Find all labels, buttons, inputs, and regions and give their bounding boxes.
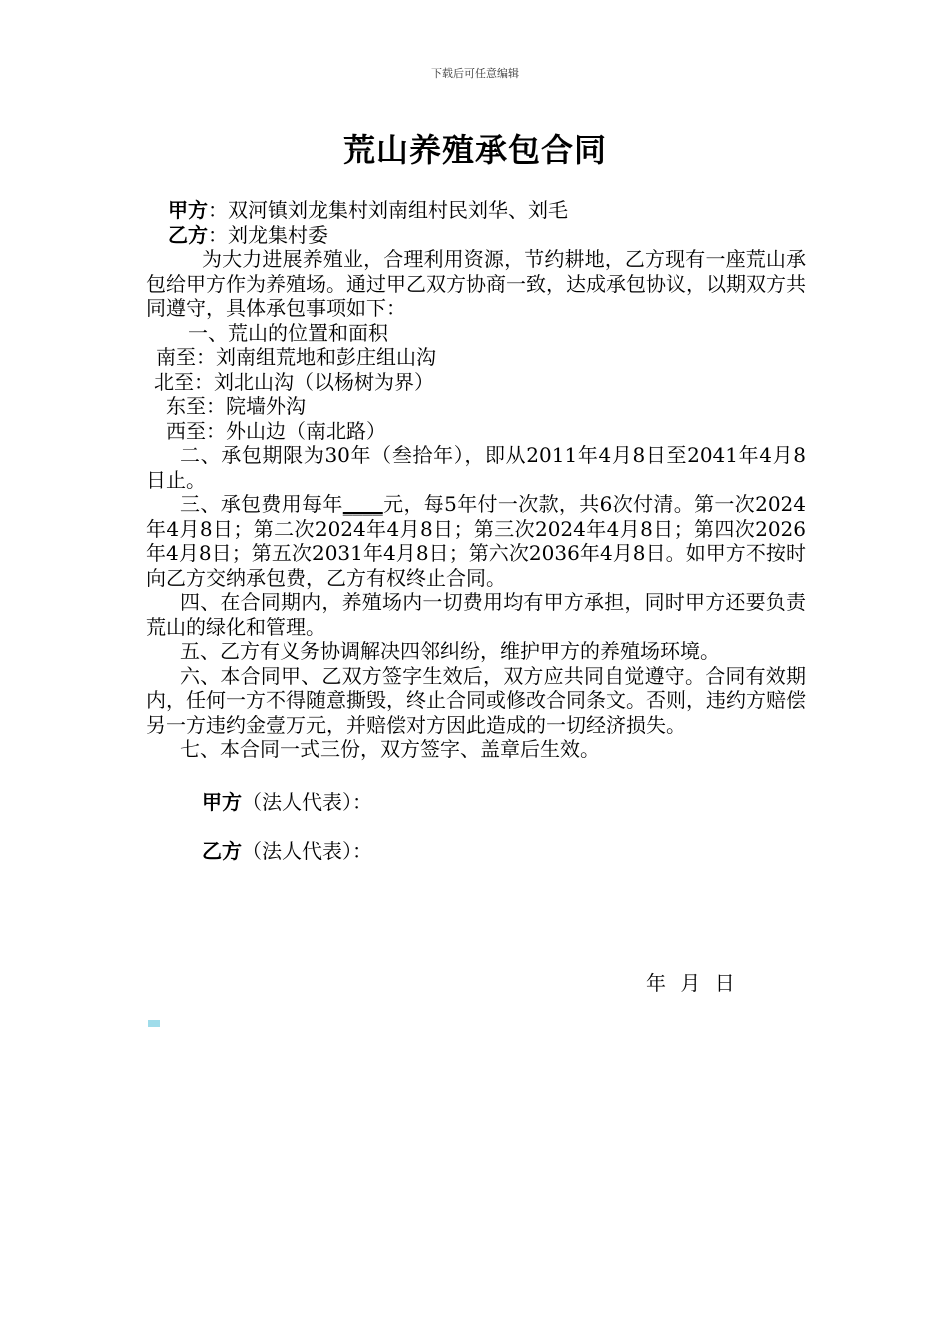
signature-b-suffix: （法人代表）： xyxy=(242,838,372,863)
party-a-label: 甲方 xyxy=(168,198,208,222)
section-3-fee-after: 元，每5年付一次款，共6次付清。第一次2024年4月8日；第二次2024年4月8日；第三次2024年4月8日；第四次2026年4月8日；第五次2031年4月8日；第六次2036年4月8日。如甲方不按时向乙方交纳承包费，乙方有权终止合同。 xyxy=(146,492,806,590)
boundary-south: 南至：刘南组荒地和彭庄组山沟 xyxy=(156,345,436,369)
party-b-value: ：刘龙集村委 xyxy=(208,222,328,247)
intro-paragraph: 为大力进展养殖业，合理利用资源，节约耕地，乙方现有一座荒山承包给甲方作为养殖场。通过甲乙双方协商一致，达成承包协议，以期双方共同遵守，具体承包事项如下： xyxy=(146,247,806,320)
section-3-fee-before: 三、承包费用每年 xyxy=(180,492,343,516)
page-header-note: 下载后可任意编辑 xyxy=(431,67,519,80)
party-a xyxy=(146,198,806,223)
section-6-breach: 六、本合同甲、乙双方签字生效后，双方应共同自觉遵守。合同有效期内，任何一方不得随意撕毁，终止合同或修改合同条文。否则，违约方赔偿另一方违约金壹万元，并赔偿对方因此造成的一切经济损失。 xyxy=(146,663,806,737)
fee-blank: ____ xyxy=(342,492,383,516)
signature-date: 年 月 日 xyxy=(646,971,735,995)
cursor-marker xyxy=(148,1020,160,1027)
party-b xyxy=(146,223,806,248)
contract-body xyxy=(146,198,806,888)
section-5-duties: 五、乙方有义务协调解决四邻纠纷，维护甲方的养殖场环境。 xyxy=(180,639,720,663)
boundary-west: 西至：外山边（南北路） xyxy=(166,418,386,443)
signature-a-label: 甲方 xyxy=(202,789,242,814)
signature-party-a xyxy=(146,790,806,839)
boundary-east: 东至：院墙外沟 xyxy=(166,394,306,418)
signature-b-label: 乙方 xyxy=(202,838,242,863)
section-3-fee xyxy=(146,492,806,590)
section-1-heading: 一、荒山的位置和面积 xyxy=(188,320,388,345)
party-b-label: 乙方 xyxy=(168,222,208,247)
signature-party-b xyxy=(146,839,806,888)
party-a-value: ：双河镇刘龙集村刘南组村民刘华、刘毛 xyxy=(208,198,568,222)
section-4-costs: 四、在合同期内，养殖场内一切费用均有甲方承担，同时甲方还要负责荒山的绿化和管理。 xyxy=(146,590,806,639)
signature-a-suffix: （法人代表）： xyxy=(242,789,372,814)
section-2-term: 二、承包期限为30年（叁拾年），即从2011年4月8日至2041年4月8日止。 xyxy=(146,443,806,492)
boundary-north: 北至：刘北山沟（以杨树为界） xyxy=(154,369,434,394)
document-title: 荒山养殖承包合同 xyxy=(342,131,607,169)
section-7-copies: 七、本合同一式三份，双方签字、盖章后生效。 xyxy=(180,737,600,761)
